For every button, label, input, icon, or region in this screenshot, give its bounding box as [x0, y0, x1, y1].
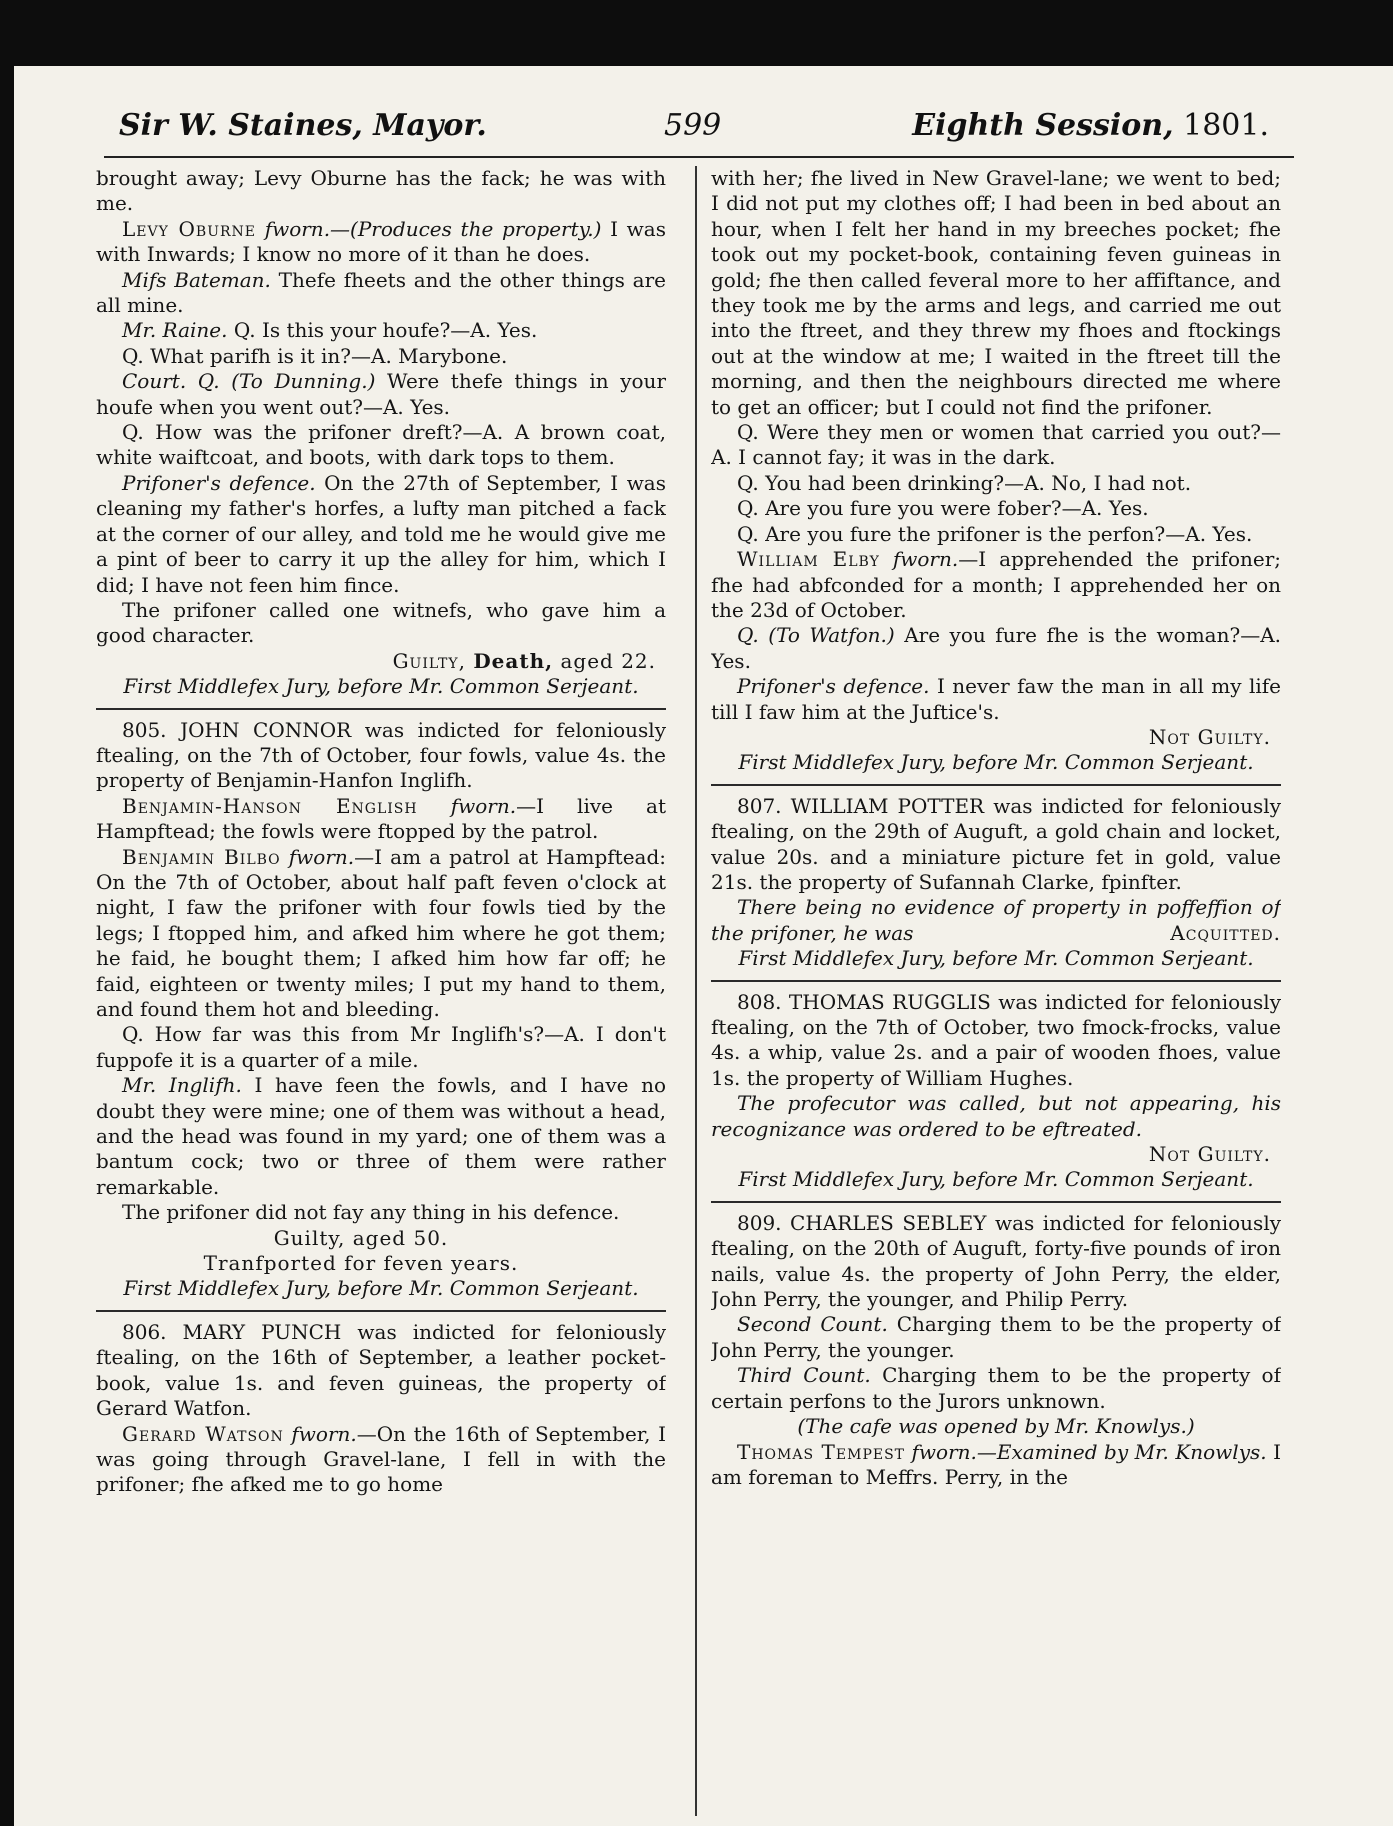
paragraph — [96, 471, 666, 598]
testimony-text: —I am a patrol at Hampftead: On the 7th of October, about half paft feven o'clock at night, I faw the prifoner with four fowls tied by the legs; I ftopped him, and afked him where he got them; he faid, he bought them; I afked him how far off; he faid, eighteen or twenty miles; I put my hand to them, and found them hot and bleeding. — [96, 844, 666, 1021]
testimony-text: I have feen the fowls, and I have no doubt they were mine; one of them was without a head, and the head was found in my yard; one of them was a bantum cock; two or three of them were rather remarkable. — [96, 1073, 666, 1199]
header-year: 1801. — [1183, 108, 1269, 143]
testimony-text: Q. Is this your houfe?—A. Yes. — [233, 318, 538, 343]
paragraph — [96, 1422, 666, 1498]
paragraph — [711, 623, 1281, 674]
jury-line: First Middlefex Jury, before Mr. Common Serjeant. — [123, 1276, 639, 1301]
right-column — [711, 166, 1281, 1816]
case-806 — [96, 1320, 666, 1422]
case-opened-note: (The cafe was opened by Mr. Knowlys.) — [797, 1414, 1195, 1439]
paragraph — [711, 1363, 1281, 1414]
testimony-text: Were thefe things in your houfe when you went out?—A. Yes. — [96, 369, 666, 419]
verdict-word: Acquitted. — [1170, 920, 1281, 945]
witness-name: Benjamin Bilbo — [122, 844, 281, 869]
sworn-note: fworn.—Examined by Mr. Knowlys. — [911, 1439, 1267, 1464]
case-divider — [96, 708, 666, 710]
verdict-word: Guilty, — [392, 648, 466, 673]
case-809 — [711, 1211, 1281, 1313]
paragraph — [96, 845, 666, 1023]
verdict — [96, 649, 666, 674]
note-text: There being no evidence of property in poffeffion of the prifoner, he was — [711, 895, 1281, 945]
paragraph: Q. How far was this from Mr Inglifh's?—A. I don't fuppofe it is a quarter of a mile. — [96, 1022, 666, 1072]
paragraph: The prifoner called one witnefs, who gave him a good character. — [96, 597, 666, 648]
paragraph — [96, 369, 666, 420]
paragraph — [96, 268, 666, 319]
paragraph — [96, 1073, 666, 1200]
sworn-note: fworn. — [291, 1421, 357, 1446]
case-808 — [711, 990, 1281, 1092]
recognizance-note: The profecutor was called, but not appearing, his recognizance was ordered to be eftreated. — [711, 1091, 1281, 1141]
case-807 — [711, 794, 1281, 896]
testimony-text: On the 27th of September, I was cleaning my father's horfes, a lufty man pitched a fack at the corner of our alley, and told me he would give me a pint of beer to carry it up the alley for him, which I did; I have not feen him fince. — [96, 470, 666, 597]
case-title: 806. MARY PUNCH — [122, 1319, 342, 1344]
count-label: Third Count. — [737, 1363, 871, 1388]
case-divider — [96, 1310, 666, 1312]
jury-line: First Middlefex Jury, before Mr. Common Serjeant. — [123, 674, 639, 699]
paragraph: Q. Were they men or women that carried you out?—A. I cannot fay; it was in the dark. — [711, 420, 1281, 470]
speaker: Mr. Inglifh. — [122, 1073, 242, 1098]
paragraph: The prifoner did not fay any thing in his defence. — [122, 1200, 620, 1225]
case-805 — [96, 718, 666, 794]
verdict-age: aged 22. — [560, 648, 656, 673]
paragraph — [711, 1440, 1281, 1491]
case-text: was indicted for feloniously ftealing, on the 20th of Auguft, forty-five pounds of iron nails, value 4s. the property of John Perry, the elder, John Perry, the younger, and Philip Perry. — [711, 1210, 1281, 1312]
sworn-note: fworn.—(Produces the property.) — [264, 216, 602, 241]
paragraph: with her; fhe lived in New Gravel-lane; we went to bed; I did not put my clothes off; I had been in bed about an hour, when I felt her hand in my breeches pocket; fhe took out my pocket-book, containing feven guineas in gold; fhe then called feveral more to her affiftance, and they took me by the arms and legs, and carried me out into the ftreet, and they threw my fhoes and ftockings out at the window at me; I waited in the ftreet till the morning, and then the neighbours directed me where to get an officer; but I could not find the prifoner. — [711, 166, 1281, 419]
verdict: Guilty, aged 50. — [273, 1225, 449, 1250]
case-title: 808. THOMAS RUGGLIS — [737, 989, 991, 1014]
jury-line: First Middlefex Jury, before Mr. Common Serjeant. — [738, 1167, 1254, 1192]
verdict: Not Guilty. — [1148, 724, 1271, 749]
sworn-note: fworn. — [450, 793, 517, 818]
testimony-text: I never faw the man in all my life till I faw him at the Juftice's. — [711, 674, 1281, 724]
case-title: 809. CHARLES SEBLEY — [737, 1210, 987, 1235]
document-page — [14, 66, 1393, 1826]
testimony-text: Thefe fheets and the other things are all mine. — [96, 267, 666, 318]
case-divider — [711, 784, 1281, 786]
count-label: Second Count. — [737, 1312, 888, 1337]
case-divider — [711, 1201, 1281, 1203]
paragraph — [96, 318, 666, 343]
column-divider — [695, 166, 697, 1816]
witness-name: Thomas Tempest — [737, 1439, 906, 1464]
sentence: Tranfported for feven years. — [203, 1251, 519, 1276]
paragraph: Q. You had been drinking?—A. No, I had not. — [737, 470, 1192, 495]
witness-name: Gerard Watson — [122, 1421, 284, 1446]
paragraph — [711, 1312, 1281, 1363]
jury-line: First Middlefex Jury, before Mr. Common Serjeant. — [738, 750, 1254, 775]
witness-name: Benjamin-Hanson English — [122, 793, 418, 818]
testimony-text: I am foreman to Meffrs. Perry, in the — [711, 1439, 1281, 1489]
sentence-word: Death, — [473, 648, 554, 673]
testimony-text: —I apprehended the prifoner; fhe had abfconded for a month; I apprehended her on the 23d of October. — [711, 547, 1281, 622]
testimony-text: I was with Inwards; I know no more of it than he does. — [96, 216, 666, 267]
header-session — [912, 108, 1269, 143]
case-text: was indicted for feloniously ftealing, on the 7th of October, two fmock-frocks, value 4s. a whip, value 2s. and a pair of wooden fhoes, value 1s. the property of William Hughes. — [711, 989, 1281, 1090]
speaker: Prifoner's defence. — [122, 470, 316, 495]
case-text: was indicted for feloniously ftealing, on the 7th of October, four fowls, value 4s. the property of Benjamin-Hanfon Inglifh. — [96, 717, 666, 793]
count-text: Charging them to be the property of certain perfons to the Jurors unknown. — [711, 1363, 1281, 1413]
verdict: Not Guilty. — [1148, 1142, 1271, 1167]
paragraph: Q. What parifh is it in?—A. Marybone. — [122, 343, 508, 368]
witness-name: William Elby — [737, 547, 880, 572]
speaker: Court. Q. (To Dunning.) — [122, 369, 376, 394]
sworn-note: fworn. — [288, 844, 355, 869]
case-divider — [711, 980, 1281, 982]
header-session-label: Eighth Session, — [912, 108, 1174, 143]
testimony-text: —On the 16th of September, I was going through Gravel-lane, I fell in with the prifoner; fhe afked me to go home — [96, 1421, 666, 1497]
case-title: 807. WILLIAM POTTER — [737, 793, 985, 818]
testimony-text: Are you fure fhe is the woman?—A. Yes. — [711, 623, 1281, 673]
speaker: Prifoner's defence. — [737, 674, 930, 699]
acquittal-note — [711, 895, 1281, 946]
paragraph: brought away; Levy Oburne has the fack; he was with me. — [96, 166, 666, 216]
count-text: Charging them to be the property of John Perry, the younger. — [711, 1312, 1281, 1362]
paragraph: Q. How was the prifoner dreft?—A. A brown coat, white waiftcoat, and boots, with dark tops to them. — [96, 420, 666, 470]
speaker: Mifs Bateman. — [122, 267, 271, 292]
header-mayor: Sir W. Staines, Mayor. — [119, 108, 487, 143]
paragraph: Q. Are you fure you were fober?—A. Yes. — [737, 496, 1149, 521]
jury-line: First Middlefex Jury, before Mr. Common Serjeant. — [738, 946, 1254, 971]
header-rule — [104, 156, 1294, 158]
case-title: 805. JOHN CONNOR — [122, 717, 352, 742]
page-number: 599 — [664, 108, 722, 143]
paragraph — [711, 674, 1281, 725]
page-header — [119, 108, 1269, 152]
case-text: was indicted for feloniously ftealing, on the 29th of Auguft, a gold chain and locket, value 20s. and a miniature picture fet in gold, value 21s. the property of Sufannah Clarke, fpinfter. — [711, 793, 1281, 894]
speaker: Mr. Raine. — [122, 318, 228, 343]
paragraph — [711, 547, 1281, 623]
paragraph — [96, 217, 666, 268]
paragraph — [96, 794, 666, 845]
left-column — [96, 166, 666, 1816]
case-text: was indicted for feloniously ftealing, on the 16th of September, a leather pocket-book, value 1s. and feven guineas, the property of Gerard Watfon. — [96, 1319, 666, 1421]
testimony-text: —I live at Hampftead; the fowls were ftopped by the patrol. — [96, 793, 666, 844]
witness-name: Levy Oburne — [122, 216, 257, 241]
speaker: Q. (To Watfon.) — [737, 623, 895, 648]
sworn-note: fworn. — [892, 547, 959, 572]
paragraph: Q. Are you fure the prifoner is the perfon?—A. Yes. — [737, 521, 1253, 546]
